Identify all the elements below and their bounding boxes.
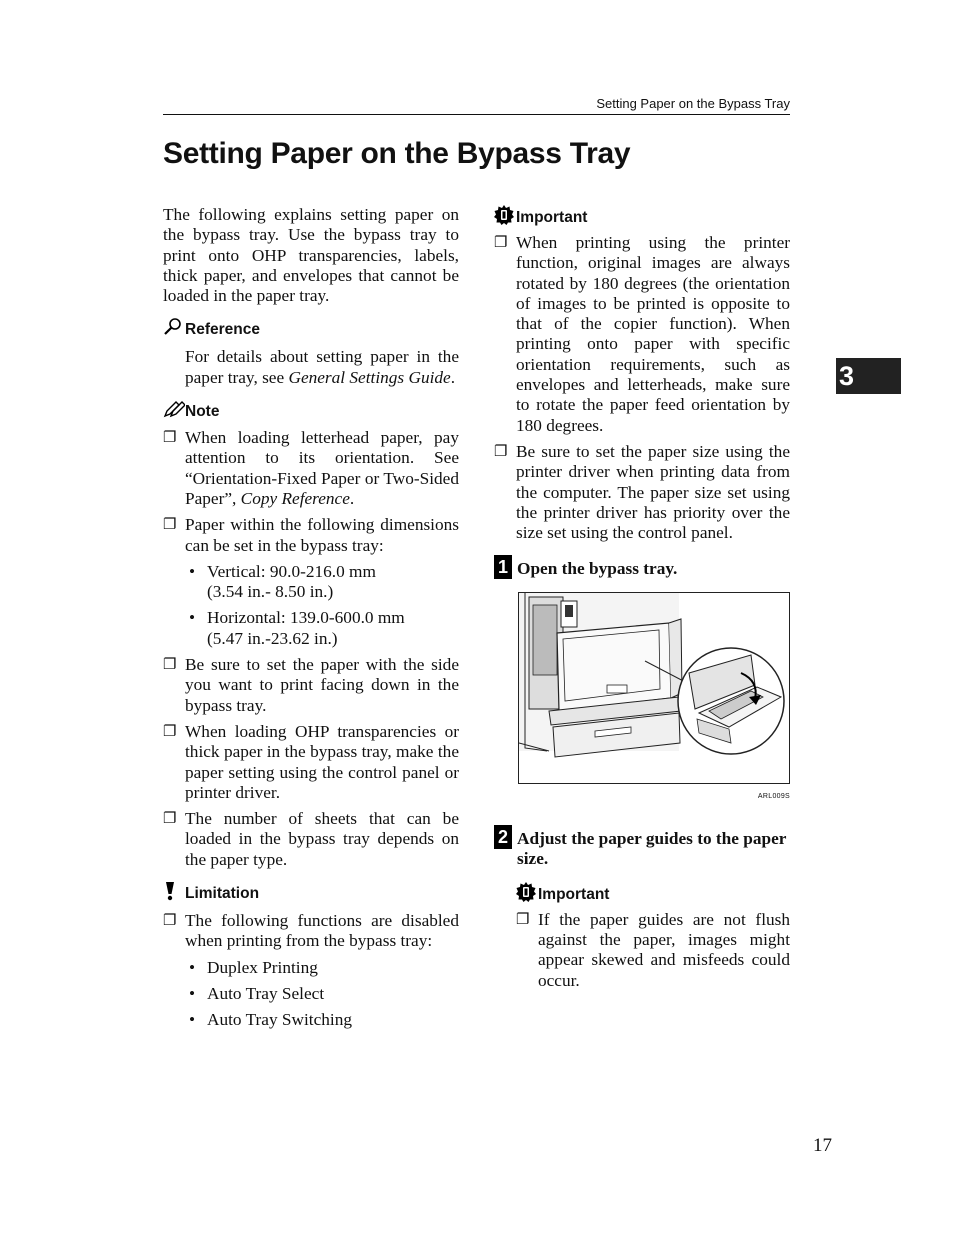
- copy-reference-ref: Copy Reference: [240, 488, 350, 508]
- checkbox-icon: ❐: [163, 913, 177, 930]
- bullet-item: • Horizontal: 139.0-600.0 mm (5.47 in.-23.62 in.): [189, 608, 405, 648]
- important-badge-icon: [516, 882, 538, 908]
- step-2: [494, 825, 790, 870]
- figure-code: ARL009S: [757, 792, 790, 800]
- limitation-heading: Limitation: [163, 881, 459, 907]
- checkbox-icon: ❐: [494, 235, 508, 251]
- bypass-tray-illustration: [518, 592, 790, 784]
- reference-heading: Reference: [163, 317, 459, 343]
- checkbox-icon: ❐: [516, 911, 530, 928]
- note-item: ❐ When loading OHP transparencies or thick paper in the bypass tray, make the paper setting using the control panel or printer driver.: [163, 721, 459, 802]
- header-rule: [163, 114, 790, 115]
- intro-paragraph: The following explains setting paper on the bypass tray. Use the bypass tray to print onto OHP transparencies, labels, thick paper, and envelopes that cannot be loaded in the paper tray.: [163, 205, 459, 306]
- bullet-item: • Auto Tray Switching: [189, 1010, 352, 1030]
- checkbox-icon: ❐: [163, 430, 177, 447]
- note-item: ❐ The number of sheets that can be loaded in the bypass tray depends on the paper type.: [163, 809, 459, 869]
- chapter-tab: 3: [836, 358, 901, 394]
- step-1: [494, 555, 790, 579]
- right-column: [494, 205, 790, 991]
- page-title: Setting Paper on the Bypass Tray: [163, 137, 631, 170]
- step-number: 1: [494, 555, 512, 579]
- important-block-2: [494, 882, 790, 991]
- reference-text: For details about setting paper in the paper tray, see General Settings Guide.: [185, 347, 459, 387]
- running-header: Setting Paper on the Bypass Tray: [596, 96, 790, 111]
- step-number: 2: [494, 825, 512, 849]
- bullet-item: • Vertical: 90.0-216.0 mm (3.54 in.- 8.50 in.): [189, 561, 376, 602]
- important-item: ❐ If the paper guides are not flush against the paper, images might appear skewed and misfeeds could occur.: [516, 909, 790, 990]
- limitation-item: ❐ The following functions are disabled when printing from the bypass tray:: [163, 911, 459, 951]
- note-item: ❐ Be sure to set the paper with the side you want to print facing down in the bypass tray.: [163, 655, 459, 715]
- checkbox-icon: ❐: [163, 723, 177, 740]
- important-item: ❐ When printing using the printer function, original images are always rotated by 180 degrees (the orientation of images to be printed is opposite to that of the copier function). When printing onto paper with specific orientation requirements, such as envelopes and letterheads, make sure to rotate the paper feed orientation by 180 degrees.: [494, 233, 790, 435]
- important-item: ❐ Be sure to set the paper size using the printer driver when printing data from the computer. The paper size set using the printer driver has priority over the size set using the control panel.: [494, 441, 790, 543]
- pencil-icon: [163, 400, 185, 424]
- note-heading: Note: [163, 400, 459, 424]
- step-text: Open the bypass tray.: [517, 559, 678, 579]
- bullet-item: • Auto Tray Select: [189, 983, 325, 1003]
- note-item: ❐ When loading letterhead paper, pay attention to its orientation. See “Orientation-Fixed Paper or Two-Sided Paper”, Copy Reference.: [163, 428, 459, 508]
- checkbox-icon: ❐: [163, 657, 177, 674]
- important-heading: Important: [516, 882, 790, 908]
- important-badge-icon: [494, 205, 516, 231]
- exclamation-icon: [163, 881, 185, 907]
- page-number: 17: [813, 1135, 832, 1156]
- magnifier-icon: [163, 317, 185, 343]
- checkbox-icon: ❐: [494, 443, 508, 460]
- general-settings-guide-ref: General Settings Guide: [288, 367, 451, 387]
- note-item: ❐ Paper within the following dimensions can be set in the bypass tray:: [163, 515, 459, 555]
- checkbox-icon: ❐: [163, 811, 177, 828]
- important-heading: Important: [494, 205, 790, 231]
- bullet-item: • Duplex Printing: [189, 957, 318, 977]
- step-text: Adjust the paper guides to the paper size.: [517, 829, 787, 869]
- checkbox-icon: ❐: [163, 517, 177, 534]
- left-column: [163, 205, 459, 1031]
